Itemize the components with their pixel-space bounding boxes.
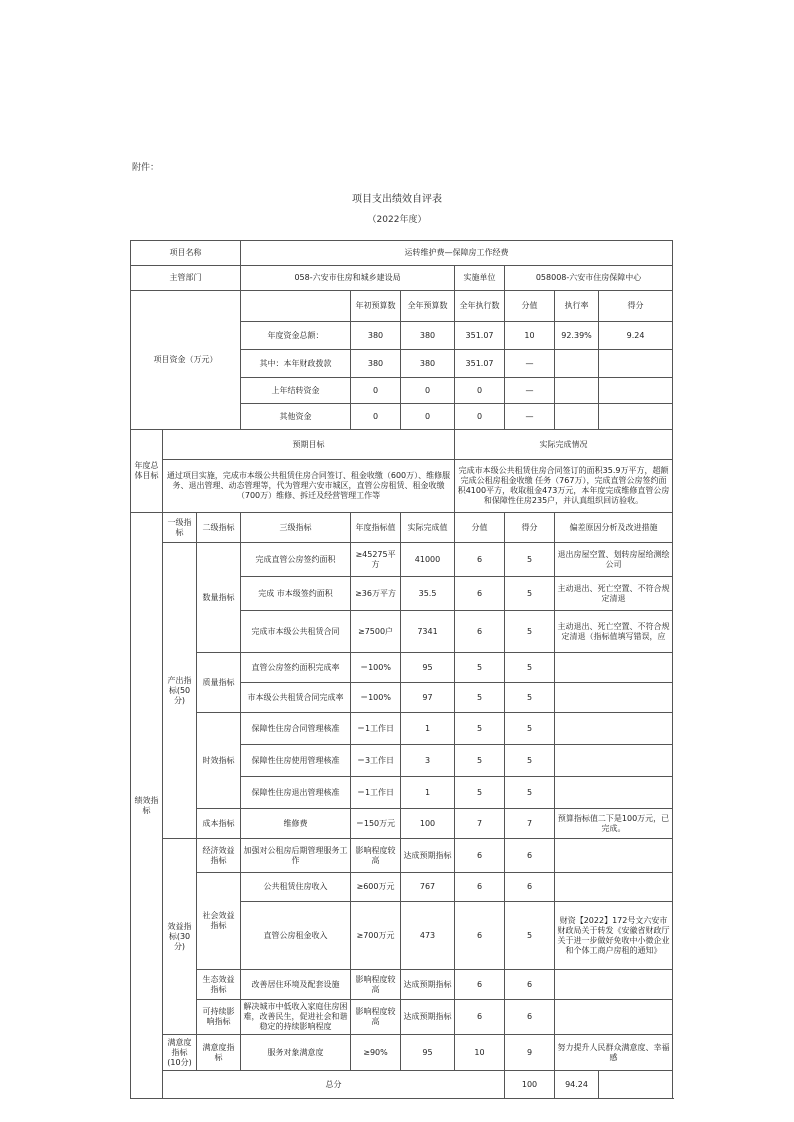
funds-row-exec: 0	[455, 404, 505, 430]
benefit-indicator-label: 效益指标(30分)	[163, 839, 197, 1035]
funds-row-label: 上年结转资金	[241, 378, 351, 404]
indicator-score: 6	[505, 970, 555, 1000]
indicator-reason	[555, 873, 673, 902]
unit-label: 实施单位	[455, 266, 505, 291]
indicator-value: 6	[455, 611, 505, 653]
indicator-actual: 767	[401, 873, 455, 902]
funds-row-exec: 351.07	[455, 350, 505, 378]
indicator-reason	[555, 777, 673, 809]
indicator-name: 直管公房签约面积完成率	[241, 653, 351, 683]
funds-row-score	[599, 404, 673, 430]
funds-header-rate: 执行率	[555, 291, 599, 322]
indicator-value: 5	[455, 683, 505, 713]
indicator-score: 7	[505, 809, 555, 839]
funds-row-score-value: —	[505, 378, 555, 404]
funds-header-annual: 全年预算数	[401, 291, 455, 322]
funds-row-initial: 0	[351, 378, 401, 404]
indicator-value: 6	[455, 543, 505, 577]
indicator-actual: 达成预期指标	[401, 970, 455, 1000]
funds-row-rate	[555, 350, 599, 378]
cost-indicator-label: 成本指标	[197, 809, 241, 839]
funds-header-initial: 年初预算数	[351, 291, 401, 322]
goals-actual-header: 实际完成情况	[455, 430, 673, 460]
quality-indicator-label: 质量指标	[197, 653, 241, 713]
funds-row-label: 年度资金总额：	[241, 322, 351, 350]
indicator-value: 10	[455, 1035, 505, 1071]
indicator-target: ≥45275平方	[351, 543, 401, 577]
funds-row-exec: 0	[455, 378, 505, 404]
funds-section-label: 项目资金（万元）	[131, 291, 241, 430]
ind-header-target: 年度指标值	[351, 513, 401, 543]
funds-row-annual: 0	[401, 404, 455, 430]
goals-actual-text: 完成市本级公共租赁住房合同签订的面积35.9万平方，超额完成公租房租金收缴 任务（767万），完成直管公房签约面积4100平方，收取租金473万元，本年度完成维修直管公房和保障性住房235户，并认真组织回访验收。	[455, 460, 673, 513]
funds-row-score-value: —	[505, 350, 555, 378]
total-blank	[599, 1071, 673, 1099]
funds-row-score: 9.24	[599, 322, 673, 350]
funds-row-score-value: —	[505, 404, 555, 430]
indicator-value: 6	[455, 839, 505, 873]
indicator-score: 5	[505, 902, 555, 970]
funds-row-score	[599, 378, 673, 404]
indicator-score: 6	[505, 1000, 555, 1035]
ind-header-level1: 一级指标	[163, 513, 197, 543]
indicator-actual: 1	[401, 713, 455, 745]
indicator-reason	[555, 970, 673, 1000]
funds-row-exec: 351.07	[455, 322, 505, 350]
document-title: 项目支出绩效自评表	[352, 194, 442, 205]
funds-row-score	[599, 350, 673, 378]
output-indicator-label: 产出指标(50分)	[163, 543, 197, 839]
ind-header-score: 得分	[505, 513, 555, 543]
indicator-value: 6	[455, 1000, 505, 1035]
timeliness-indicator-label: 时效指标	[197, 713, 241, 809]
indicator-name: 加强对公租房后期管理服务工作	[241, 839, 351, 873]
eco-indicator-label: 生态效益指标	[197, 970, 241, 1000]
indicator-reason: 努力提升人民群众满意度、幸福感	[555, 1035, 673, 1071]
indicator-reason: 主动退出、死亡空置、不符合规定清退（指标值填写错误，应	[555, 611, 673, 653]
indicator-reason	[555, 683, 673, 713]
ind-header-actual: 实际完成值	[401, 513, 455, 543]
indicator-value: 5	[455, 745, 505, 777]
indicator-target: ＝1工作日	[351, 777, 401, 809]
indicator-actual: 97	[401, 683, 455, 713]
indicator-reason	[555, 1000, 673, 1035]
indicators-section-label: 绩效指标	[131, 513, 163, 1099]
indicator-target: ≥7500户	[351, 611, 401, 653]
indicator-target: 影响程度较高	[351, 970, 401, 1000]
indicator-actual: 41000	[401, 543, 455, 577]
indicator-actual: 7341	[401, 611, 455, 653]
funds-row-initial: 0	[351, 404, 401, 430]
indicator-score: 6	[505, 873, 555, 902]
economic-indicator-label: 经济效益指标	[197, 839, 241, 873]
social-indicator-label: 社会效益指标	[197, 873, 241, 970]
funds-row-label: 其他资金	[241, 404, 351, 430]
indicator-name: 保障性住房使用管理核准	[241, 745, 351, 777]
unit-value: 058008-六安市住房保障中心	[505, 266, 673, 291]
sustain-indicator-label: 可持续影响指标	[197, 1000, 241, 1035]
indicator-target: 影响程度较高	[351, 1000, 401, 1035]
indicator-score: 5	[505, 777, 555, 809]
goals-expected-header: 预期目标	[163, 430, 455, 460]
indicator-reason	[555, 745, 673, 777]
indicator-name: 完成市本级公共租赁合同	[241, 611, 351, 653]
goals-section-label: 年度总体目标	[131, 430, 163, 513]
ind-header-level2: 二级指标	[197, 513, 241, 543]
indicator-value: 5	[455, 713, 505, 745]
indicator-score: 5	[505, 683, 555, 713]
indicator-target: ＝3工作日	[351, 745, 401, 777]
indicator-actual: 95	[401, 653, 455, 683]
document-year: （2022年度）	[367, 215, 427, 225]
satis-indicator-label: 满意度指标	[197, 1035, 241, 1071]
funds-header-exec: 全年执行数	[455, 291, 505, 322]
indicator-actual: 100	[401, 809, 455, 839]
evaluation-table	[130, 240, 673, 1099]
indicator-name: 完成 市本级签约面积	[241, 577, 351, 611]
indicator-value: 6	[455, 577, 505, 611]
ind-header-score-value: 分值	[455, 513, 505, 543]
indicator-target: ≥600万元	[351, 873, 401, 902]
indicator-name: 保障性住房退出管理核准	[241, 777, 351, 809]
funds-row-rate	[555, 378, 599, 404]
funds-row-rate: 92.39%	[555, 322, 599, 350]
funds-row-annual: 0	[401, 378, 455, 404]
indicator-score: 5	[505, 745, 555, 777]
indicator-target: ≥700万元	[351, 902, 401, 970]
indicator-score: 9	[505, 1035, 555, 1071]
indicator-actual: 473	[401, 902, 455, 970]
indicator-reason	[555, 713, 673, 745]
indicator-actual: 达成预期指标	[401, 1000, 455, 1035]
indicator-name: 完成直管公房签约面积	[241, 543, 351, 577]
indicator-value: 5	[455, 777, 505, 809]
indicator-name: 直管公房租金收入	[241, 902, 351, 970]
indicator-value: 6	[455, 873, 505, 902]
funds-header-score-value: 分值	[505, 291, 555, 322]
dept-label: 主管部门	[131, 266, 241, 291]
indicator-target: ≥90%	[351, 1035, 401, 1071]
indicator-reason	[555, 839, 673, 873]
indicator-value: 7	[455, 809, 505, 839]
indicator-target: ≥36万平方	[351, 577, 401, 611]
indicator-target: 影响程度较高	[351, 839, 401, 873]
indicator-name: 公共租赁住房收入	[241, 873, 351, 902]
funds-row-label: 其中：本年财政拨款	[241, 350, 351, 378]
indicator-reason: 主动退出、死亡空置、不符合规定清退	[555, 577, 673, 611]
indicator-actual: 35.5	[401, 577, 455, 611]
indicator-reason: 预算指标值二下是100万元，已完成。	[555, 809, 673, 839]
funds-header-score: 得分	[599, 291, 673, 322]
funds-row-annual: 380	[401, 350, 455, 378]
funds-row-annual: 380	[401, 322, 455, 350]
indicator-target: ＝1工作日	[351, 713, 401, 745]
indicator-score: 6	[505, 839, 555, 873]
indicator-name: 市本级公共租赁合同完成率	[241, 683, 351, 713]
indicator-value: 5	[455, 653, 505, 683]
funds-row-score-value: 10	[505, 322, 555, 350]
indicator-actual: 达成预期指标	[401, 839, 455, 873]
total-label: 总分	[163, 1071, 505, 1099]
indicator-value: 6	[455, 970, 505, 1000]
indicator-reason: 财资【2022】172号文六安市财政局关于转发《安徽省财政厅关于进一步做好免收中小微企业和个体工商户房租的通知》	[555, 902, 673, 970]
indicator-score: 5	[505, 611, 555, 653]
total-score: 94.24	[555, 1071, 599, 1099]
indicator-name: 改善居住环境及配套设施	[241, 970, 351, 1000]
indicator-actual: 3	[401, 745, 455, 777]
ind-header-level3: 三级指标	[241, 513, 351, 543]
total-value: 100	[505, 1071, 555, 1099]
satisfaction-indicator-label: 满意度指标(10分)	[163, 1035, 197, 1071]
quantity-indicator-label: 数量指标	[197, 543, 241, 653]
indicator-target: ＝100%	[351, 653, 401, 683]
indicator-score: 5	[505, 713, 555, 745]
dept-value: 058-六安市住房和城乡建设局	[241, 266, 455, 291]
indicator-target: ＝150万元	[351, 809, 401, 839]
funds-header-blank	[241, 291, 351, 322]
indicator-target: ＝100%	[351, 683, 401, 713]
indicator-score: 5	[505, 653, 555, 683]
goals-expected-text: 通过项目实施，完成市本级公共租赁住房合同签订、租金收缴（600万）、维修服务、退出管理、动态管理等，代为管理六安市城区，直管公房租赁、租金收缴（700万）维修、拆迁及经营管理工作等	[163, 460, 455, 513]
indicator-actual: 1	[401, 777, 455, 809]
indicator-name: 服务对象满意度	[241, 1035, 351, 1071]
indicator-value: 6	[455, 902, 505, 970]
indicator-score: 5	[505, 577, 555, 611]
funds-row-initial: 380	[351, 350, 401, 378]
attachment-label: 附件：	[132, 163, 160, 173]
ind-header-reason: 偏差原因分析及改进措施	[555, 513, 673, 543]
project-name-value: 运转维护费—保障房工作经费	[241, 241, 673, 266]
indicator-reason	[555, 653, 673, 683]
indicator-name: 解决城市中低收入家庭住房困难，改善民生，促进社会和谐稳定的持续影响程度	[241, 1000, 351, 1035]
funds-row-rate	[555, 404, 599, 430]
funds-row-initial: 380	[351, 322, 401, 350]
indicator-reason: 退出房屋空置、划转房屋给测绘公司	[555, 543, 673, 577]
indicator-name: 保障性住房合同管理核准	[241, 713, 351, 745]
indicator-score: 5	[505, 543, 555, 577]
project-name-label: 项目名称	[131, 241, 241, 266]
indicator-name: 维修费	[241, 809, 351, 839]
indicator-actual: 95	[401, 1035, 455, 1071]
